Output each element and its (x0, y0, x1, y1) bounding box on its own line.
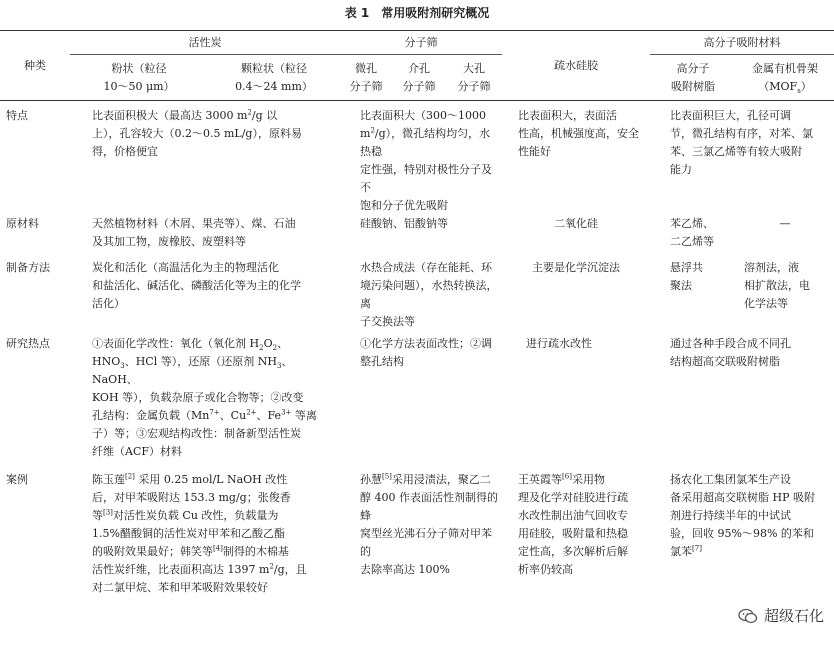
header-meso-sieve: 介孔 分子筛 (392, 55, 446, 101)
cell-carbon-materials: 天然植物材料（木屑、果壳等）、煤、石油 及其加工物，废橡胶、废塑料等 (92, 217, 296, 248)
cell-polymer-features: 比表面积巨大，孔径可调 节，微孔结构有序，对苯、氯 苯、三氯乙烯等有较大吸附 能力 (670, 109, 814, 176)
header-macro-sieve: 大孔 分子筛 (446, 55, 502, 101)
cell-sieve-hotspots: ①化学方法表面改性；②调 整孔结构 (360, 337, 492, 368)
header-silica-gel: 疏水硅胶 (502, 31, 650, 101)
cell-polymer-cases: 扬农化工集团氯苯生产设 备采用超高交联树脂 HP 吸附 剂进行持续半年的中试试 验，回收 95%～98% 的苯和 氯苯[7] (670, 473, 816, 558)
header-powder: 粉状（粒径 10～50 μm） (70, 55, 208, 101)
row-label-cases: 案例 (6, 473, 28, 486)
header-mof: 金属有机骨架 $(MOF_s)$ (736, 55, 834, 101)
cell-carbon-features: 比表面积极大（最高达 3000 $m^2/g$ 以 上），孔容较大（0.2～0.5 mL/g），原料易 得，价格便宜 (92, 108, 302, 158)
row-label-features: 特点 (6, 109, 28, 122)
cell-sieve-features: 比表面积大（300～1000 $m^2/g$），微孔结构均匀，水热稳 定性强，特别对极性分子及不 饱和分子优先吸附 (360, 109, 492, 212)
header-activated-carbon: 活性炭 (70, 31, 340, 55)
adsorbent-table (0, 30, 834, 645)
table-title (0, 4, 834, 21)
cell-resin-preparation: 悬浮共 聚法 (670, 261, 704, 292)
header-polymer: 高分子吸附材料 (650, 31, 834, 55)
cell-sieve-materials: 硅酸钠、铝酸钠等 (360, 217, 448, 230)
cell-mof-materials: — (779, 217, 791, 230)
cell-carbon-hotspots: ①表面化学改性：氧化（氧化剂 $H_2O_2$、 $HNO_3$、HCl 等），还原（还原剂 $NH_3$、NaOH、 KOH 等），负载杂原子或化合物等；②改变 孔结构：金属负载（$Mn^{7+}$、$Cu^{2+}$、$Fe^{3+}$ 等离 子）等；③宏观结构改性：制备新型活性炭 纤维（ACF）材料 (92, 337, 317, 458)
cell-polymer-hotspots: 通过各种手段合成不同孔 结构超高交联吸附树脂 (670, 337, 792, 368)
watermark-text: 超级石化 (763, 607, 824, 625)
cell-mof-preparation: 溶剂法，液 相扩散法，电 化学法等 (744, 261, 811, 310)
table-caption: 常用吸附剂研究概况 (381, 6, 490, 20)
cell-silica-hotspots: 进行疏水改性 (526, 337, 593, 350)
row-label-hotspots: 研究热点 (6, 337, 50, 350)
table-number: 表 1 (344, 6, 370, 20)
row-label-preparation: 制备方法 (6, 261, 50, 274)
row-label-materials: 原材料 (6, 217, 39, 230)
header-resin: 高分子 吸附树脂 (650, 55, 736, 101)
header-molecular-sieve: 分子筛 (340, 31, 502, 55)
cell-silica-features: 比表面积大，表面活 性高，机械强度高，安全 性能好 (518, 109, 640, 158)
cell-carbon-cases: 陈玉莲[2] 采用 0.25 mol/L NaOH 改性 后，对甲苯吸附达 153.3 mg/g；张俊香 等[3]对活性炭负载 Cu 改性，负载量为 1.5%醋酸铜的活性炭对甲苯和乙酸乙酯 的吸附效果最好；韩笑等[4]制得的木棉基 活性炭纤维，比表面积高达 1397 $m^2/g$，且 对二氯甲烷、苯和甲苯吸附效果较好 (92, 472, 307, 594)
cell-silica-cases: 王英霞等[6]采用物 理及化学对硅胶进行疏 水改性制出油气回收专 用硅胶，吸附量和热稳 定性高，多次解析后解 析率仍较高 (518, 472, 629, 576)
header-granular: 颗粒状（粒径 0.4～24 mm） (208, 55, 340, 101)
cell-carbon-preparation: 炭化和活化（高温活化为主的物理活化 和盐活化、碱活化、磷酸活化等为主的化学 活化） (92, 261, 301, 310)
cell-silica-materials: 二氧化硅 (554, 217, 599, 230)
watermark (738, 605, 824, 626)
cell-resin-materials: 苯乙烯、 二乙烯等 (670, 217, 715, 248)
cell-sieve-cases: 孙慧[5]采用浸渍法，聚乙二 醇 400 作表面活性剂制得的蜂 窝型丝光沸石分子筛对甲苯的 去除率高达 100% (360, 472, 498, 576)
cell-sieve-preparation: 水热合成法（存在能耗、环 境污染问题），水热转换法，离 子交换法等 (360, 261, 498, 328)
wechat-icon (738, 608, 758, 624)
cell-silica-preparation: 主要是化学沉淀法 (532, 261, 621, 274)
header-kind: 种类 (0, 31, 70, 101)
header-micro-sieve: 微孔 分子筛 (340, 55, 392, 101)
